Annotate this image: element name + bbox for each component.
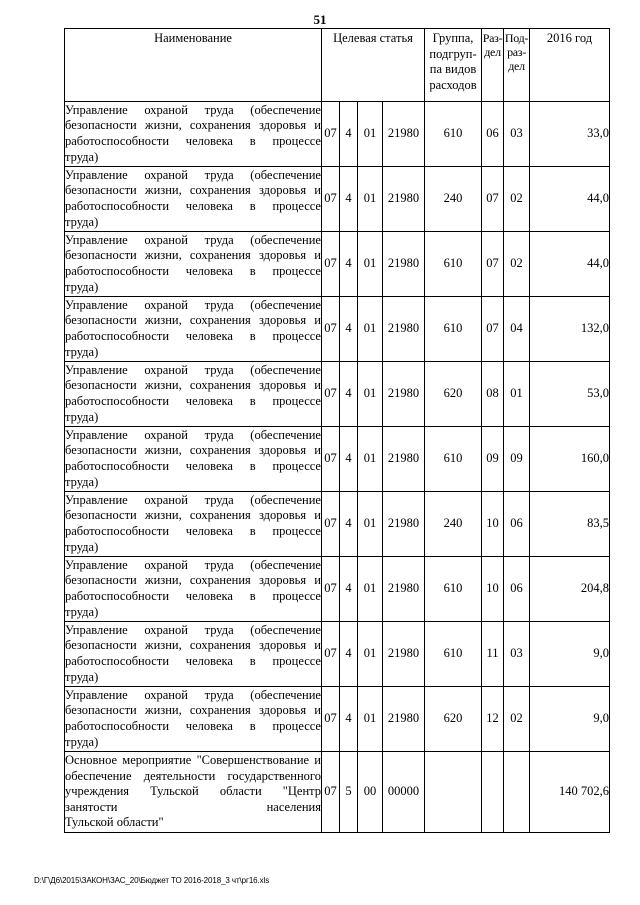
name-cell: [65, 297, 322, 362]
group-cell: 240: [425, 167, 482, 232]
target-code-program: 07: [322, 622, 340, 687]
table-row: [65, 102, 610, 167]
name-text-end: труда): [65, 734, 99, 749]
subsection-cell: 01: [504, 362, 530, 427]
name-text: Управление охраной труда (обеспечение безопасности жизни, сохранения здоровья и работоспособности человека в процессе: [65, 622, 321, 668]
target-code-event: 01: [358, 362, 383, 427]
subsection-cell: 06: [504, 492, 530, 557]
target-code-program: 07: [322, 427, 340, 492]
name-text: Управление охраной труда (обеспечение безопасности жизни, сохранения здоровья и работоспособности человека в процессе: [65, 427, 321, 473]
subsection-cell: 06: [504, 557, 530, 622]
header-target: Целевая статья: [322, 29, 425, 102]
target-code-event: 01: [358, 687, 383, 752]
name-text: Управление охраной труда (обеспечение безопасности жизни, сохранения здоровья и работоспособности человека в процессе: [65, 687, 321, 733]
name-text-end: труда): [65, 474, 99, 489]
table-row: [65, 297, 610, 362]
page-number: 51: [313, 12, 327, 27]
table-row: [65, 557, 610, 622]
name-text-end: труда): [65, 669, 99, 684]
name-cell: [65, 557, 322, 622]
name-text-end: труда): [65, 539, 99, 554]
budget-table: [64, 28, 610, 833]
table-row: [65, 752, 610, 833]
group-cell: [425, 752, 482, 833]
table-row: [65, 362, 610, 427]
table-row: [65, 622, 610, 687]
target-code-subprogram: 4: [340, 622, 358, 687]
amount-cell: 9,0: [530, 622, 610, 687]
target-code-direction: 21980: [383, 427, 425, 492]
target-code-subprogram: 4: [340, 232, 358, 297]
amount-cell: 44,0: [530, 167, 610, 232]
section-cell: 06: [482, 102, 504, 167]
name-cell: [65, 622, 322, 687]
table-row: [65, 492, 610, 557]
group-cell: 240: [425, 492, 482, 557]
target-code-program: 07: [322, 232, 340, 297]
name-cell: [65, 167, 322, 232]
name-cell: [65, 362, 322, 427]
target-code-event: 01: [358, 492, 383, 557]
subsection-cell: [504, 752, 530, 833]
amount-cell: 140 702,6: [530, 752, 610, 833]
header-year: 2016 год: [530, 29, 610, 102]
group-cell: 610: [425, 427, 482, 492]
target-code-direction: 21980: [383, 102, 425, 167]
name-text: Управление охраной труда (обеспечение безопасности жизни, сохранения здоровья и работоспособности человека в процессе: [65, 167, 321, 213]
target-code-program: 07: [322, 102, 340, 167]
target-code-program: 07: [322, 297, 340, 362]
target-code-subprogram: 4: [340, 492, 358, 557]
section-cell: 07: [482, 167, 504, 232]
name-text-end: труда): [65, 149, 99, 164]
subsection-cell: 02: [504, 167, 530, 232]
amount-cell: 9,0: [530, 687, 610, 752]
name-text-end: труда): [65, 214, 99, 229]
target-code-subprogram: 4: [340, 557, 358, 622]
name-text: Управление охраной труда (обеспечение безопасности жизни, сохранения здоровья и работоспособности человека в процессе: [65, 232, 321, 278]
target-code-program: 07: [322, 557, 340, 622]
target-code-subprogram: 4: [340, 167, 358, 232]
group-cell: 610: [425, 102, 482, 167]
subsection-cell: 04: [504, 297, 530, 362]
target-code-event: 01: [358, 622, 383, 687]
amount-cell: 83,5: [530, 492, 610, 557]
target-code-event: 00: [358, 752, 383, 833]
section-cell: 10: [482, 492, 504, 557]
section-cell: 07: [482, 232, 504, 297]
subsection-cell: 02: [504, 687, 530, 752]
target-code-subprogram: 4: [340, 687, 358, 752]
name-cell: [65, 752, 322, 833]
group-cell: 610: [425, 297, 482, 362]
target-code-direction: 21980: [383, 492, 425, 557]
header-subsection: Под-раз-дел: [504, 29, 530, 102]
name-text-end: труда): [65, 409, 99, 424]
name-text-end: труда): [65, 344, 99, 359]
header-row: [65, 29, 610, 102]
group-cell: 610: [425, 232, 482, 297]
target-code-direction: 21980: [383, 362, 425, 427]
amount-cell: 44,0: [530, 232, 610, 297]
target-code-direction: 21980: [383, 167, 425, 232]
target-code-direction: 21980: [383, 297, 425, 362]
name-cell: [65, 232, 322, 297]
name-text-end: Тульской области": [65, 815, 164, 830]
name-text: Управление охраной труда (обеспечение безопасности жизни, сохранения здоровья и работоспособности человека в процессе: [65, 297, 321, 343]
target-code-direction: 00000: [383, 752, 425, 833]
target-code-program: 07: [322, 687, 340, 752]
target-code-program: 07: [322, 362, 340, 427]
amount-cell: 160,0: [530, 427, 610, 492]
group-cell: 610: [425, 622, 482, 687]
amount-cell: 33,0: [530, 102, 610, 167]
name-text: Основное мероприятие "Совершенствование и обеспечение деятельности государственного учреждения Тульской области "Центр занятости населения: [65, 753, 321, 814]
target-code-subprogram: 4: [340, 297, 358, 362]
group-cell: 610: [425, 557, 482, 622]
target-code-program: 07: [322, 492, 340, 557]
amount-cell: 53,0: [530, 362, 610, 427]
target-code-event: 01: [358, 232, 383, 297]
target-code-direction: 21980: [383, 232, 425, 297]
table-row: [65, 687, 610, 752]
header-group: Группа, подгруп-па видов расходов: [425, 29, 482, 102]
section-cell: [482, 752, 504, 833]
subsection-cell: 03: [504, 622, 530, 687]
table-row: [65, 167, 610, 232]
name-text: Управление охраной труда (обеспечение безопасности жизни, сохранения здоровья и работоспособности человека в процессе: [65, 557, 321, 603]
name-text: Управление охраной труда (обеспечение безопасности жизни, сохранения здоровья и работоспособности человека в процессе: [65, 492, 321, 538]
target-code-event: 01: [358, 167, 383, 232]
target-code-event: 01: [358, 102, 383, 167]
name-text: Управление охраной труда (обеспечение безопасности жизни, сохранения здоровья и работоспособности человека в процессе: [65, 362, 321, 408]
target-code-subprogram: 4: [340, 102, 358, 167]
target-code-program: 07: [322, 167, 340, 232]
target-code-direction: 21980: [383, 557, 425, 622]
name-text-end: труда): [65, 604, 99, 619]
target-code-event: 01: [358, 297, 383, 362]
amount-cell: 132,0: [530, 297, 610, 362]
group-cell: 620: [425, 362, 482, 427]
subsection-cell: 02: [504, 232, 530, 297]
target-code-subprogram: 4: [340, 427, 358, 492]
section-cell: 08: [482, 362, 504, 427]
name-cell: [65, 492, 322, 557]
name-cell: [65, 687, 322, 752]
subsection-cell: 09: [504, 427, 530, 492]
target-code-event: 01: [358, 557, 383, 622]
group-cell: 620: [425, 687, 482, 752]
table-row: [65, 427, 610, 492]
file-path-footer: D:\Г\Д6\2015\ЗАКОН\ЗАС_20\Бюджет ТО 2016-2018_3 чт\рг16.xls: [34, 876, 270, 885]
section-cell: 07: [482, 297, 504, 362]
amount-cell: 204,8: [530, 557, 610, 622]
header-name: Наименование: [65, 29, 322, 102]
subsection-cell: 03: [504, 102, 530, 167]
table-row: [65, 232, 610, 297]
target-code-event: 01: [358, 427, 383, 492]
target-code-subprogram: 4: [340, 362, 358, 427]
name-text-end: труда): [65, 279, 99, 294]
header-section: Раз-дел: [482, 29, 504, 102]
target-code-subprogram: 5: [340, 752, 358, 833]
name-text: Управление охраной труда (обеспечение безопасности жизни, сохранения здоровья и работоспособности человека в процессе: [65, 102, 321, 148]
name-cell: [65, 102, 322, 167]
section-cell: 11: [482, 622, 504, 687]
name-cell: [65, 427, 322, 492]
section-cell: 12: [482, 687, 504, 752]
section-cell: 09: [482, 427, 504, 492]
target-code-direction: 21980: [383, 622, 425, 687]
section-cell: 10: [482, 557, 504, 622]
target-code-program: 07: [322, 752, 340, 833]
target-code-direction: 21980: [383, 687, 425, 752]
